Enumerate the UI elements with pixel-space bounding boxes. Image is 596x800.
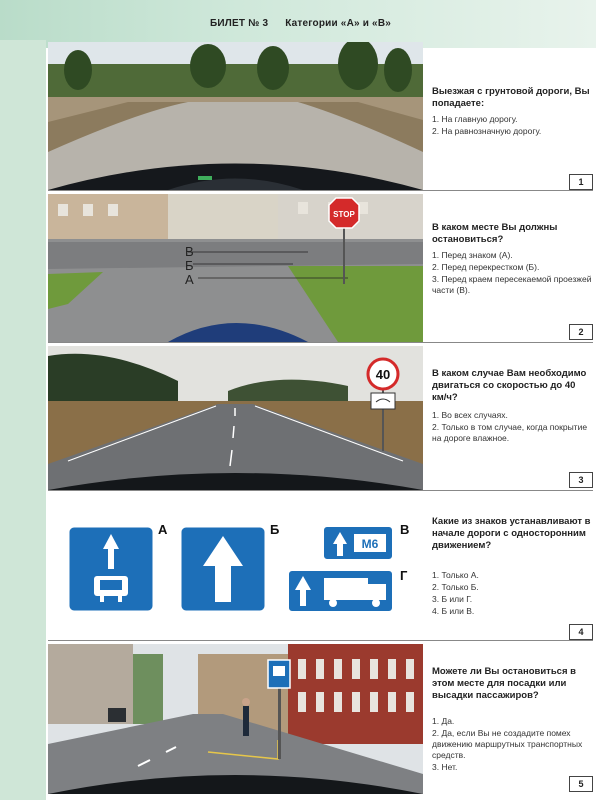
question-1-number: 1 [569, 174, 593, 190]
label-v: В [185, 244, 194, 259]
question-1-text: Выезжая с грунтовой дороги, Вы попадаете: [432, 86, 590, 109]
dirt-road-scene-image [48, 42, 423, 190]
question-2-photo [48, 194, 423, 342]
label-a: А [185, 272, 194, 287]
stop-intersection-scene-image [48, 194, 423, 342]
label-b: Б [185, 258, 194, 273]
question-2-answers [432, 250, 592, 297]
left-margin-bar [0, 40, 46, 800]
answer-1[interactable]: 1. Только А. [432, 570, 479, 580]
country-road-scene-image [48, 346, 423, 490]
answer-2[interactable]: 2. Только в том случае, когда покрытие на дороге влажное. [432, 422, 588, 443]
answer-2[interactable]: 2. Только Б. [432, 582, 479, 592]
question-4 [48, 494, 593, 642]
road-signs-panel [48, 494, 423, 640]
sign-label-a: А [158, 522, 168, 537]
question-5-photo [48, 644, 423, 794]
question-2-text: В каком месте Вы должны остановиться? [432, 222, 558, 245]
answer-1[interactable]: 1. На главную дорогу. [432, 114, 518, 124]
divider [48, 640, 593, 641]
divider [48, 342, 593, 343]
question-2 [48, 194, 593, 344]
answer-1[interactable]: 1. Да. [432, 716, 455, 726]
question-4-number: 4 [569, 624, 593, 640]
page-header [210, 18, 405, 29]
question-1-photo [48, 42, 423, 190]
question-3-answers [432, 410, 592, 445]
wet-road-plate-icon [371, 393, 395, 409]
answer-2[interactable]: 2. На равнозначную дорогу. [432, 126, 542, 136]
question-5-text: Можете ли Вы остановиться в этом месте для посадки или высадки пассажиров? [432, 666, 576, 701]
question-4-answers [432, 570, 592, 618]
divider [48, 490, 593, 491]
category-title: Категории «А» и «В» [285, 18, 391, 29]
sign-label-g: Г [400, 568, 408, 583]
ticket-title: БИЛЕТ № 3 [210, 18, 269, 29]
question-2-number: 2 [569, 324, 593, 340]
answer-3[interactable]: 3. Перед краем пересекаемой проезжей части (В). [432, 274, 592, 295]
question-3-number: 3 [569, 472, 593, 488]
answer-3[interactable]: 3. Б или Г. [432, 594, 473, 604]
question-3 [48, 346, 593, 492]
question-5-number: 5 [569, 776, 593, 792]
question-4-signs [48, 494, 423, 640]
question-1 [48, 42, 593, 192]
speed-limit-text: 40 [375, 367, 391, 382]
stop-sign-text: STOP [333, 210, 355, 219]
answer-4[interactable]: 4. Б или В. [432, 606, 475, 616]
answer-2[interactable]: 2. Да, если Вы не создадите помех движению маршрутных транспортных средств. [432, 728, 583, 760]
question-5-answers [432, 716, 592, 774]
question-3-photo [48, 346, 423, 490]
answer-2[interactable]: 2. Перед перекрестком (Б). [432, 262, 540, 272]
question-3-text: В каком случае Вам необходимо двигаться со скоростью до 40 км/ч? [432, 368, 587, 403]
question-1-answers [432, 114, 592, 138]
answer-1[interactable]: 1. Во всех случаях. [432, 410, 508, 420]
answer-3[interactable]: 3. Нет. [432, 762, 458, 772]
sign-label-v: В [400, 522, 410, 537]
route-number-text: М6 [361, 537, 379, 551]
pedestrian-figure [243, 706, 249, 736]
city-street-bus-stop-scene-image [48, 644, 423, 794]
sign-label-b: Б [270, 522, 280, 537]
question-5 [48, 644, 593, 796]
answer-1[interactable]: 1. Перед знаком (А). [432, 250, 513, 260]
question-4-text: Какие из знаков устанавливают в начале дороги с односторонним движением? [432, 516, 591, 551]
divider [48, 190, 593, 191]
